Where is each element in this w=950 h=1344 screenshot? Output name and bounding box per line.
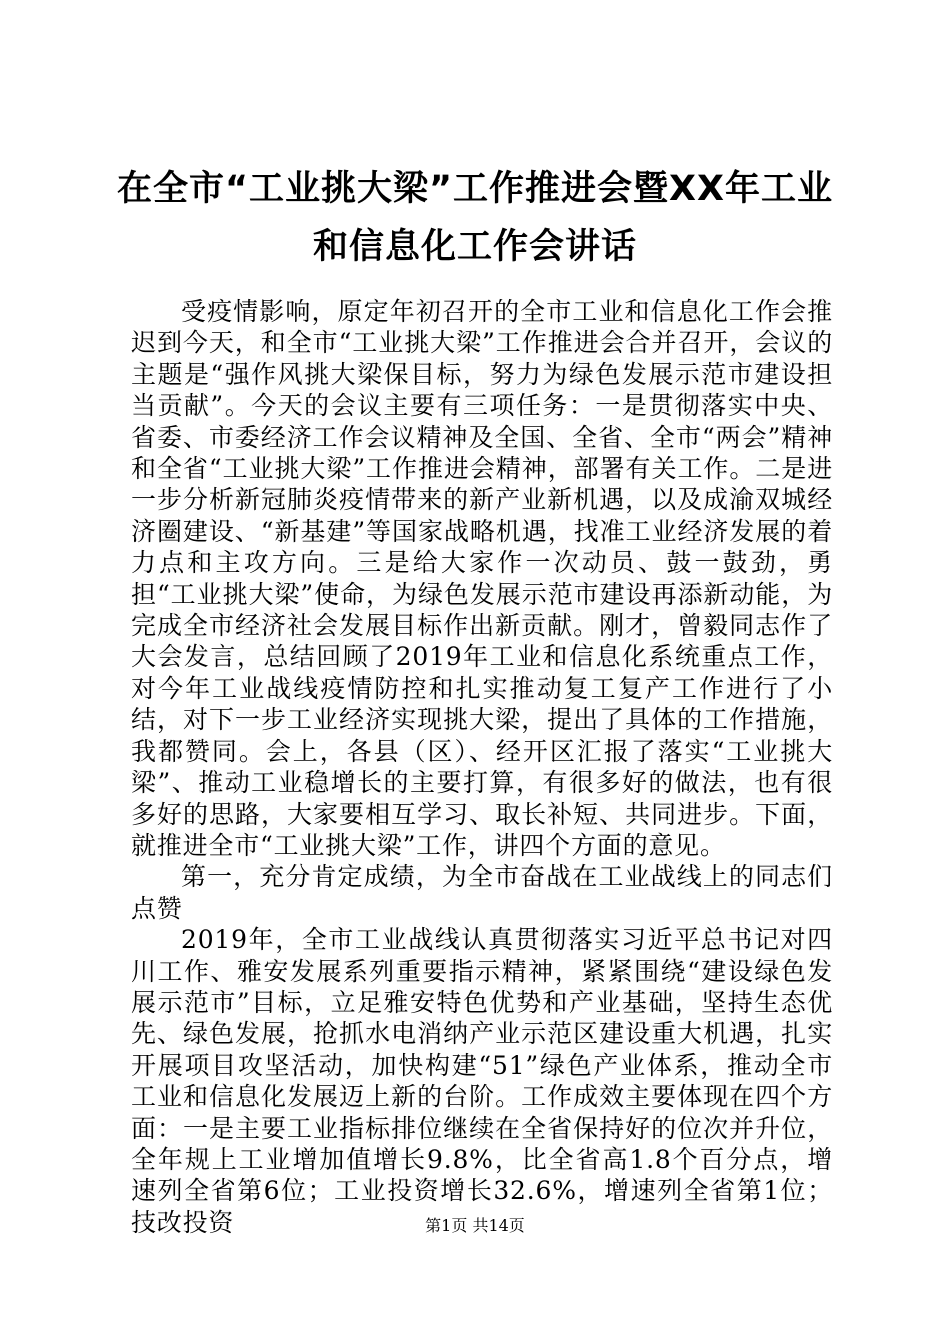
document-title: 在全市“工业挑大梁”工作推进会暨XX年工业和信息化工作会讲话 <box>117 169 833 267</box>
paragraph-intro: 受疫情影响，原定年初召开的全市工业和信息化工作会推迟到今天，和全市“工业挑大梁”工作推进会合并召开，会议的主题是“强作风挑大梁保目标，努力为绿色发展示范市建设担当贡献”。今天的会议主要有三项任务：一是贯彻落实中央、省委、市委经济工作会议精神及全国、全省、全市“两会”精神和全省“工业挑大梁”工作推进会精神，部署有关工作。二是进一步分析新冠肺炎疫情带来的新产业新机遇，以及成渝双城经济圈建设、“新基建”等国家战略机遇，找准工业经济发展的着力点和主攻方向。三是给大家作一次动员、鼓一鼓劲，勇担“工业挑大梁”使命，为绿色发展示范市建设再添新动能，为完成全市经济社会发展目标作出新贡献。刚才，曾毅同志作了大会发言，总结回顾了2019年工业和信息化系统重点工作，对今年工业战线疫情防控和扎实推动复工复产工作进行了小结，对下一步工业经济实现挑大梁，提出了具体的工作措施，我都赞同。会上，各县（区）、经开区汇报了落实“工业挑大梁”、推动工业稳增长的主要打算，有很多好的做法，也有很多好的思路，大家要相互学习、取长补短、共同进步。下面，就推进全市“工业挑大梁”工作，讲四个方面的意见。 <box>131 297 833 860</box>
paragraph-achievements: 2019年，全市工业战线认真贯彻落实习近平总书记对四川工作、雅安发展系列重要指示精神，紧紧围绕“建设绿色发展示范市”目标，立足雅安特色优势和产业基础，坚持生态优先、绿色发展，抢抓水电消纳产业示范区建设重大机遇，扎实开展项目攻坚活动，加快构建“51”绿色产业体系，推动全市工业和信息化发展迈上新的台阶。工作成效主要体现在四个方面：一是主要工业指标排位继续在全省保持好的位次并升位，全年规上工业增加值增长9.8%，比全省高1.8个百分点，增速列全省第6位；工业投资增长32.6%，增速列全省第1位；技改投资 <box>131 925 833 1237</box>
paragraph-section-heading: 第一，充分肯定成绩，为全市奋战在工业战线上的同志们点赞 <box>131 862 833 923</box>
page-number-footer: 第1页 共14页 <box>425 1216 525 1235</box>
document-body <box>131 296 833 1238</box>
